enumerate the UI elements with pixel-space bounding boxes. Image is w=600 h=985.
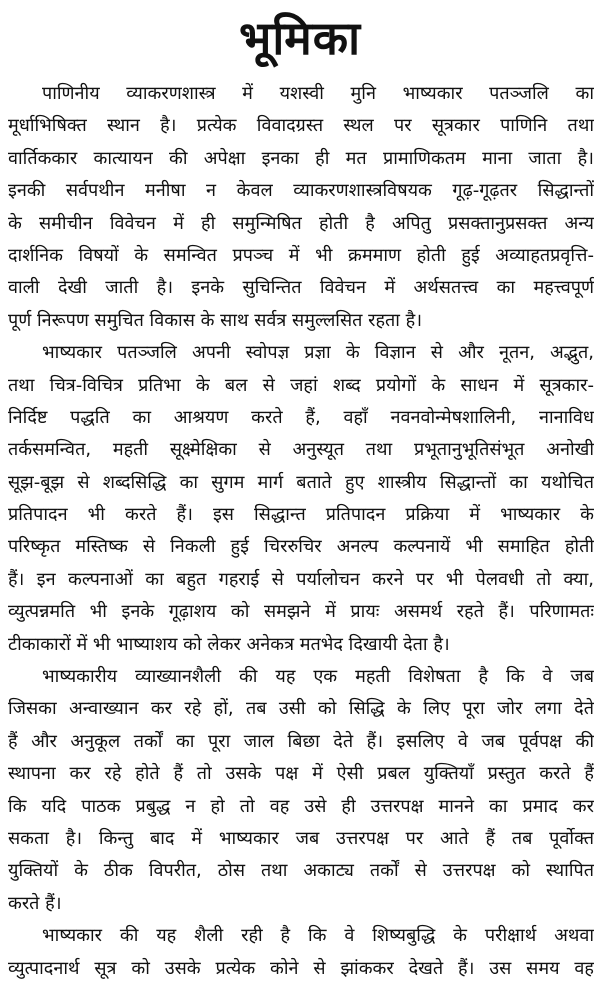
- paragraph-1-line-1: पाणिनीय व्याकरणशास्त्र में यशस्वी मुनि भाष्यकार पतञ्जलि का: [42, 83, 594, 104]
- paragraph-1-line-5: के समीचीन विवेचन में ही समुन्मिषित होती है अपितु प्रसक्तानुप्रसक्त अन्य: [8, 212, 594, 234]
- paragraph-2-line-8: हैं। इन कल्पनाओं का बहुत गहराई से पर्यालोचन करने पर भी पेलवधी तो क्या,: [8, 568, 594, 590]
- paragraph-1-line-2: मूर्धाभिषिक्त स्थान है। प्रत्येक विवादग्रस्त स्थल पर सूत्रकार पाणिनि तथा: [8, 115, 594, 137]
- paragraph-2-line-6: प्रतिपादन भी करते हैं। इस सिद्धान्त प्रतिपादन प्रक्रिया में भाष्यकार के: [8, 504, 594, 526]
- paragraph-2-line-4: तर्कसमन्वित, महती सूक्ष्मेक्षिका से अनुस्यूत तथा प्रभूतानुभूतिसंभूत अनोखी: [8, 439, 594, 461]
- paragraph-4-line-2: व्युत्पादनार्थ सूत्र को उसके प्रत्येक कोने से झांककर देखते हैं। उस समय वह: [8, 957, 594, 979]
- paragraph-1-line-3: वार्तिककार कात्यायन की अपेक्षा इनका ही मत प्रामाणिकतम माना जाता है।: [8, 147, 594, 169]
- paragraph-2-line-5: सूझ-बूझ से शब्दसिद्धि का सुगम मार्ग बताते हुए शास्त्रीय सिद्धान्तों का यथोचित: [8, 471, 594, 493]
- paragraph-2-line-3: निर्दिष्ट पद्धति का आश्रयण करते हैं, वहाँ नवनवोन्मेषशालिनी, नानाविध: [8, 406, 594, 428]
- paragraph-1-line-6: दार्शनिक विषयों के समन्वित प्रपञ्च में भी क्रममाण होती हुई अव्याहतप्रवृत्ति-: [8, 244, 594, 266]
- paragraph-1-line-8: पूर्ण निरूपण समुचित विकास के साथ सर्वत्र समुल्लसित रहता है।: [8, 309, 423, 331]
- paragraph-4-line-1: भाष्यकार की यह शैली रही है कि वे शिष्यबुद्धि के परीक्षार्थ अथवा: [42, 925, 594, 947]
- paragraph-3-line-5: कि यदि पाठक प्रबुद्ध न हो तो वह उसे ही उत्तरपक्ष मानने का प्रमाद कर: [8, 795, 594, 817]
- paragraph-3-line-2: जिसका अन्वाख्यान कर रहे हों, तब उसी को सिद्धि के लिए पूरा जोर लगा देते: [8, 698, 594, 720]
- paragraph-3-line-7: युक्तियों के ठीक विपरीत, ठोस तथा अकाट्य तर्कों से उत्तरपक्ष को स्थापित: [8, 860, 594, 882]
- paragraph-3-line-6: सकता है। किन्तु बाद में भाष्यकार जब उत्तरपक्ष पर आते हैं तब पूर्वोक्त: [8, 827, 594, 849]
- paragraph-2-line-1: भाष्यकार पतञ्जलि अपनी स्वोपज्ञ प्रज्ञा के विज्ञान से और नूतन, अद्भुत,: [42, 342, 594, 364]
- paragraph-2-line-9: व्युत्पन्नमति भी इनके गूढ़ाशय को समझने में प्रायः असमर्थ रहते हैं। परिणामतः: [8, 601, 594, 623]
- paragraph-2-line-7: परिष्कृत मस्तिष्क से निकली हुई चिररुचिर अनल्प कल्पनायें भी समाहित होती: [8, 536, 594, 558]
- paragraph-3-line-1: भाष्यकारीय व्याख्यानशैली की यह एक महती विशेषता है कि वे जब: [42, 666, 594, 688]
- paragraph-1-line-7: वाली देखी जाती है। इनके सुचिन्तित विवेचन में अर्थसतत्त्व का महत्त्वपूर्ण: [8, 277, 594, 299]
- page-title: भूमिका: [238, 11, 361, 65]
- paragraph-3-line-8: करते हैं।: [8, 892, 62, 914]
- paragraph-2-line-10: टीकाकारों में भी भाष्याशय को लेकर अनेकत्र मतभेद दिखायी देता है।: [8, 633, 450, 655]
- paragraph-3-line-4: स्थापना कर रहे होते हैं तो उसके पक्ष में ऐसी प्रबल युक्तियाँ प्रस्तुत करते हैं: [8, 763, 594, 785]
- paragraph-1-line-4: इनकी सर्वपथीन मनीषा न केवल व्याकरणशास्त्रविषयक गूढ़-गूढ़तर सिद्धान्तों: [8, 180, 594, 202]
- paragraph-2-line-2: तथा चित्र-विचित्र प्रतिभा के बल से जहां शब्द प्रयोगों के साधन में सूत्रकार-: [8, 374, 594, 396]
- paragraph-3-line-3: हैं और अनुकूल तर्कों का पूरा जाल बिछा देते हैं। इसलिए वे जब पूर्वपक्ष की: [8, 730, 594, 752]
- document-body: [8, 78, 594, 985]
